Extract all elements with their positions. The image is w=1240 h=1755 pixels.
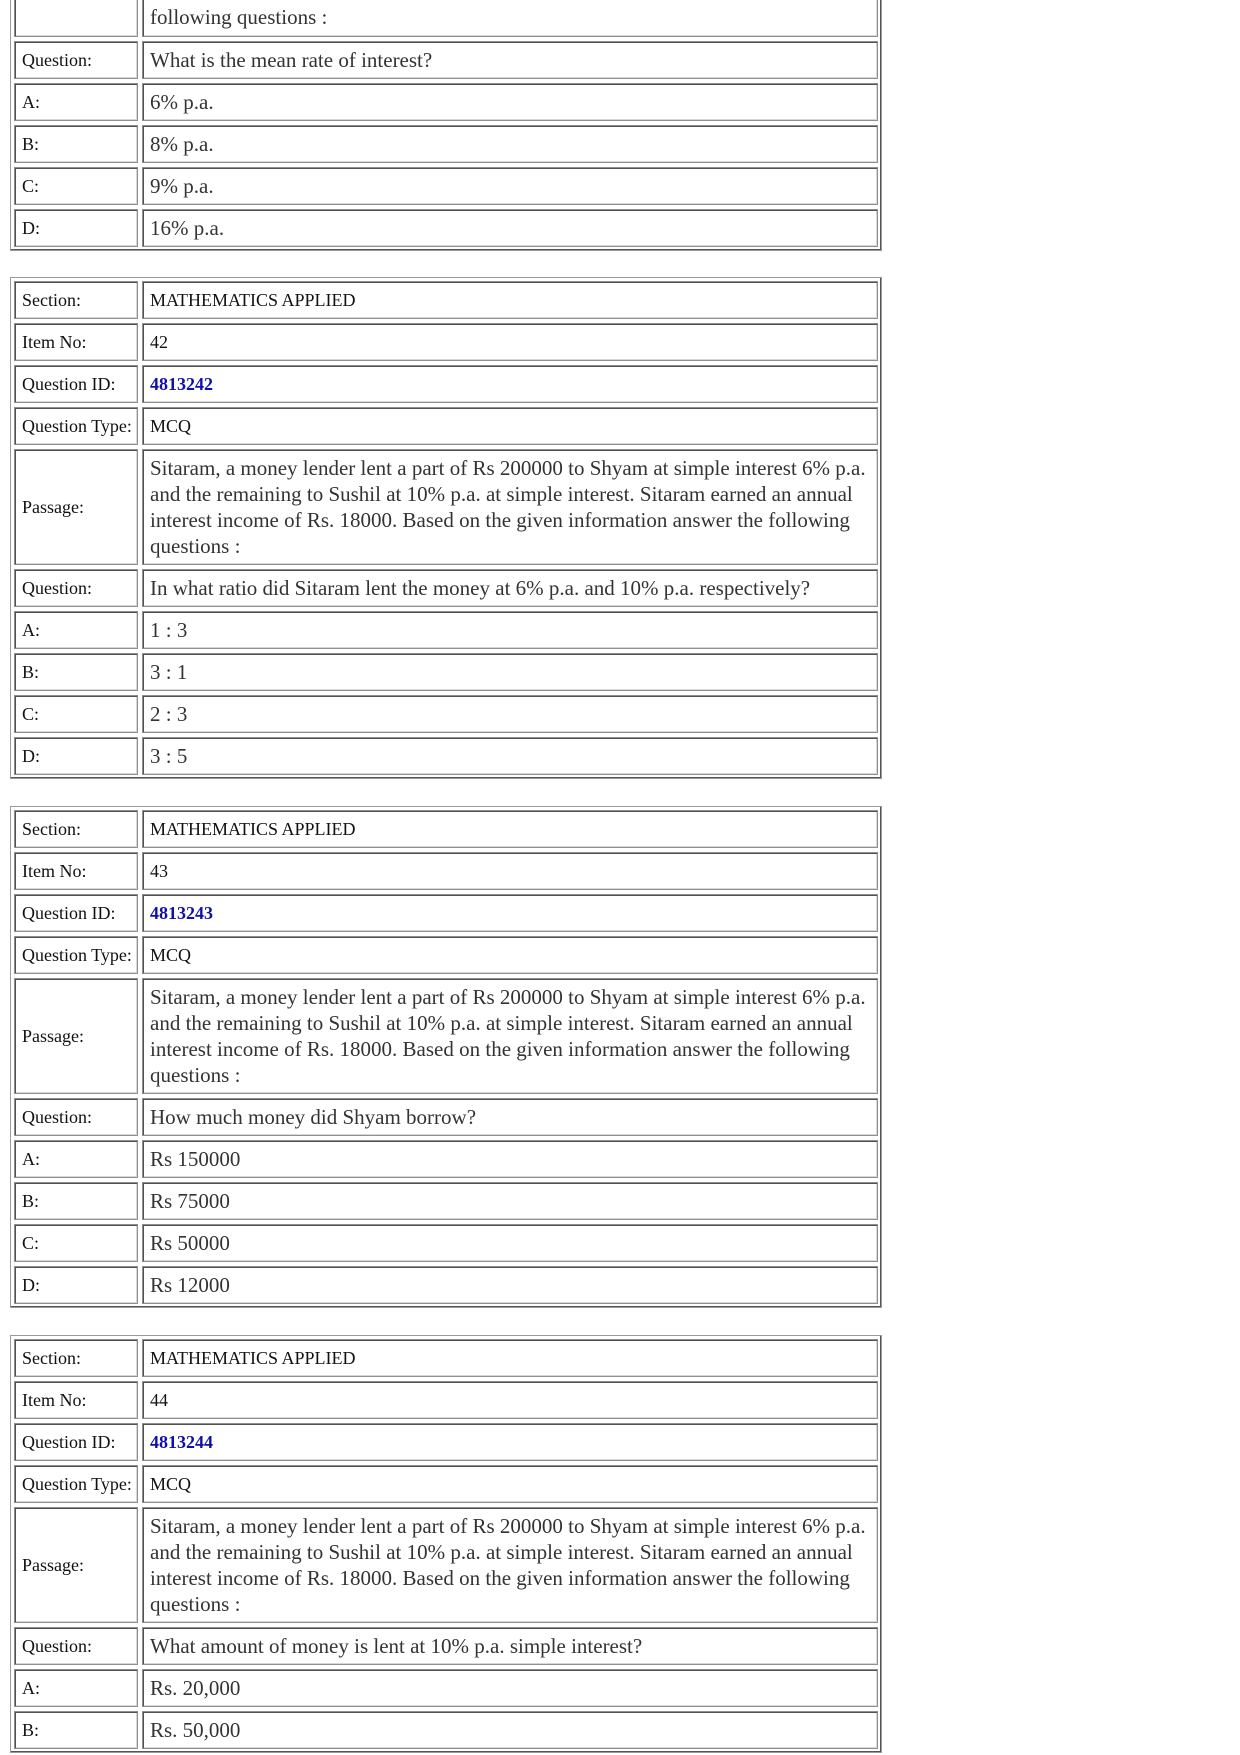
question-type-value: MCQ [142,936,878,974]
passage-text: following questions : [142,0,878,37]
question-id-label: Question ID: [14,365,138,403]
question-block [10,277,882,779]
question-block-partial [10,0,882,251]
option-c-text: Rs 50000 [142,1224,878,1262]
option-c-text: 9% p.a. [142,167,878,205]
option-b-text: Rs 75000 [142,1182,878,1220]
item-no-value: 43 [142,852,878,890]
passage-text: Sitaram, a money lender lent a part of Rs 200000 to Shyam at simple interest 6% p.a. and the remaining to Sushil at 10% p.a. at simple interest. Sitaram earned an annual interest income of Rs. 18000. Based on the given information answer the following questions : [142,1507,878,1623]
option-a-text: Rs 150000 [142,1140,878,1178]
question-type-value: MCQ [142,407,878,445]
section-label: Section: [14,810,138,848]
option-b-label: B: [14,125,138,163]
option-d-text: 3 : 5 [142,737,878,775]
option-a-text: 6% p.a. [142,83,878,121]
item-no-label: Item No: [14,852,138,890]
question-text: What is the mean rate of interest? [142,41,878,79]
question-block [10,1335,882,1753]
passage-label: Passage: [14,449,138,565]
question-label: Question: [14,1627,138,1665]
option-c-label: C: [14,695,138,733]
option-a-label: A: [14,83,138,121]
question-type-label: Question Type: [14,1465,138,1503]
passage-label: Passage: [14,978,138,1094]
question-text: How much money did Shyam borrow? [142,1098,878,1136]
option-b-text: Rs. 50,000 [142,1711,878,1749]
option-c-label: C: [14,167,138,205]
option-d-label: D: [14,209,138,247]
question-id-label: Question ID: [14,1423,138,1461]
passage-label [14,0,138,37]
question-type-value: MCQ [142,1465,878,1503]
question-block [10,806,882,1308]
question-text: What amount of money is lent at 10% p.a. simple interest? [142,1627,878,1665]
item-no-label: Item No: [14,1381,138,1419]
question-id-link[interactable]: 4813243 [142,894,878,932]
section-label: Section: [14,281,138,319]
section-value: MATHEMATICS APPLIED [142,1339,878,1377]
question-id-label: Question ID: [14,894,138,932]
passage-text: Sitaram, a money lender lent a part of Rs 200000 to Shyam at simple interest 6% p.a. and the remaining to Sushil at 10% p.a. at simple interest. Sitaram earned an annual interest income of Rs. 18000. Based on the given information answer the following questions : [142,978,878,1094]
option-d-label: D: [14,1266,138,1304]
item-no-value: 42 [142,323,878,361]
option-c-label: C: [14,1224,138,1262]
option-b-label: B: [14,653,138,691]
passage-label: Passage: [14,1507,138,1623]
option-d-text: Rs 12000 [142,1266,878,1304]
section-value: MATHEMATICS APPLIED [142,810,878,848]
option-b-text: 3 : 1 [142,653,878,691]
option-d-label: D: [14,737,138,775]
question-type-label: Question Type: [14,407,138,445]
option-a-text: Rs. 20,000 [142,1669,878,1707]
option-a-label: A: [14,611,138,649]
option-a-label: A: [14,1140,138,1178]
question-id-link[interactable]: 4813242 [142,365,878,403]
section-label: Section: [14,1339,138,1377]
option-b-label: B: [14,1711,138,1749]
option-a-label: A: [14,1669,138,1707]
option-d-text: 16% p.a. [142,209,878,247]
option-b-text: 8% p.a. [142,125,878,163]
item-no-value: 44 [142,1381,878,1419]
option-b-label: B: [14,1182,138,1220]
item-no-label: Item No: [14,323,138,361]
question-label: Question: [14,1098,138,1136]
question-text: In what ratio did Sitaram lent the money at 6% p.a. and 10% p.a. respectively? [142,569,878,607]
option-c-text: 2 : 3 [142,695,878,733]
section-value: MATHEMATICS APPLIED [142,281,878,319]
question-label: Question: [14,569,138,607]
question-id-link[interactable]: 4813244 [142,1423,878,1461]
question-label: Question: [14,41,138,79]
option-a-text: 1 : 3 [142,611,878,649]
passage-text: Sitaram, a money lender lent a part of Rs 200000 to Shyam at simple interest 6% p.a. and the remaining to Sushil at 10% p.a. at simple interest. Sitaram earned an annual interest income of Rs. 18000. Based on the given information answer the following questions : [142,449,878,565]
question-type-label: Question Type: [14,936,138,974]
